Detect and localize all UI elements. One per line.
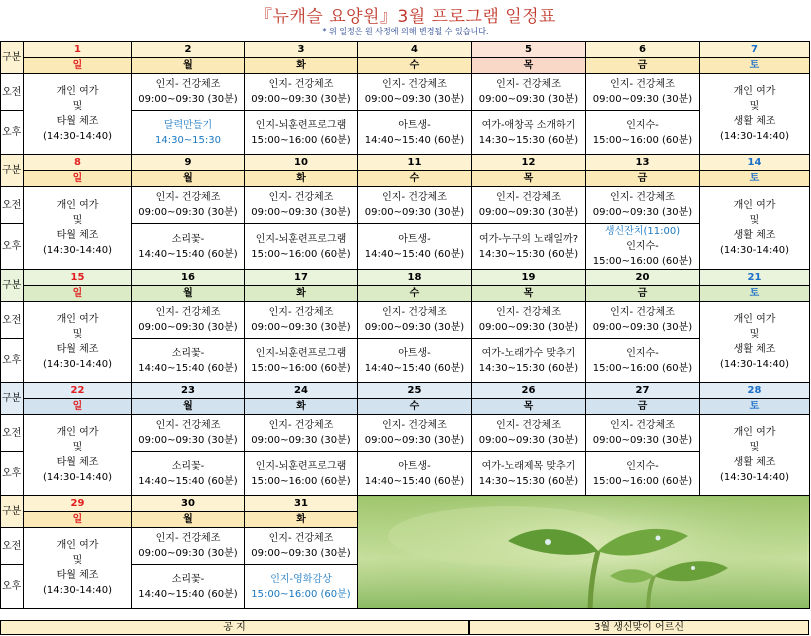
pm-program-time: 14:40~15:40 (60분) [138,362,238,374]
date-number: 8 [74,157,81,168]
weekday-name: 일 [72,401,83,412]
am-program-name: 인지- 건강체조 [496,79,561,90]
am-program-time: 09:00~09:30 (30분) [364,207,465,218]
am-program-name: 인지- 건강체조 [268,192,334,203]
pm-label: 오후 [1,224,24,270]
weekday-name: 금 [637,288,648,299]
date-number: 17 [294,272,308,283]
am-program-name: 인지- 건강체조 [610,307,675,318]
sunday-program-text: 및 [72,101,83,112]
sunday-program-text: 개인 여가 [56,200,99,211]
weekday-name: 수 [409,173,420,184]
am-label: 오전 [1,528,24,565]
saturday-program-text: 및 [749,442,760,453]
weekday-name: 화 [296,173,306,184]
pm-program-time: 15:00~16:00 (60분) [251,248,351,260]
am-program-time: 09:00~09:30 (30분) [478,207,579,218]
am-program-time: 09:00~09:30 (30분) [364,322,465,333]
am-program-cell [358,187,472,224]
am-program-time: 09:00~09:30 (30분) [251,322,351,333]
am-program-name: 인지- 건강체조 [496,307,561,318]
date-number: 13 [635,157,650,168]
am-program-time: 09:00~09:30 (30분) [592,322,693,333]
sunday-program [24,528,132,609]
date-number: 4 [411,44,418,55]
saturday-program-text: (14:30-14:40) [719,359,790,370]
am-program-time: 09:00~09:30 (30분) [138,207,238,218]
schedule-note: * 위 일정은 원 사정에 의해 변경될 수 있습니다. [322,27,489,36]
pm-program-name: 인지수- [626,241,659,252]
am-program-cell [245,187,358,224]
date-number: 21 [747,272,762,283]
pm-program-cell [245,339,358,383]
am-program-time: 09:00~09:30 (30분) [592,94,693,105]
saturday-program-text: 생활 체조 [733,344,776,355]
date-number: 6 [639,44,646,55]
am-program-time: 09:00~09:30 (30분) [138,548,238,559]
schedule-table [0,41,810,609]
saturday-program-text: (14:30-14:40) [719,245,790,256]
am-program-name: 인지- 건강체조 [496,192,561,203]
am-program-time: 09:00~09:30 (30분) [138,322,238,333]
am-program-time: 09:00~09:30 (30분) [138,94,238,105]
weekday-name: 토 [749,173,760,184]
pm-program-name: 아트생- [398,347,431,359]
weekday-name: 월 [183,288,193,299]
am-program-name: 인지- 건강체조 [610,79,675,90]
am-program-cell [132,528,245,565]
pm-program-cell [132,452,245,496]
pm-program-time: 15:00~16:00 (60분) [251,362,351,374]
pm-program-name: 인지-뇌훈련프로그램 [255,233,347,245]
pm-label: 오후 [1,339,24,383]
pm-program-time: 14:30~15:30 [154,134,221,146]
pm-program-time: 15:00~16:00 (60분) [592,256,693,267]
am-program-name: 인지- 건강체조 [610,420,675,431]
am-label: 오전 [1,74,24,111]
pm-program-time: 14:30~15:30 (60분) [478,475,579,487]
pm-program-name: 아트생- [398,119,431,131]
pm-label: 오후 [1,111,24,155]
pm-program-cell [245,565,358,609]
pm-program-cell [132,224,245,270]
am-program-cell [132,302,245,339]
am-program-name: 인지- 건강체조 [155,192,221,203]
weekday-name: 목 [523,173,534,184]
date-number: 1 [74,44,81,55]
am-program-cell [586,187,700,224]
sunday-program-text: 타월 체조 [56,457,99,468]
weekday-name: 화 [296,288,306,299]
am-program-cell [472,74,586,111]
saturday-program-text: 및 [749,215,760,226]
am-program-name: 인지- 건강체조 [382,79,447,90]
pm-program-cell [472,452,586,496]
date-number: 27 [635,385,650,396]
am-program-cell [586,74,700,111]
am-program-time: 09:00~09:30 (30분) [478,94,579,105]
am-program-cell [472,302,586,339]
pm-program-cell [586,111,700,155]
sunday-program-text: (14:30-14:40) [42,245,113,256]
pm-program-time: 14:40~15:40 (60분) [138,588,238,600]
saturday-program [700,302,810,383]
am-program-name: 인지- 건강체조 [155,79,221,90]
am-program-cell [472,415,586,452]
pm-program-cell [132,565,245,609]
am-program-cell [245,415,358,452]
birthday-event: 생신잔치(11:00) [604,226,681,237]
pm-program-time: 14:40~15:40 (60분) [364,475,465,487]
am-program-cell [245,74,358,111]
notice-footer: 공 지 [0,620,469,635]
date-number: 19 [521,272,536,283]
pm-program-name: 인지수- [626,347,659,359]
date-number: 26 [521,385,536,396]
pm-program-time: 14:40~15:40 (60분) [364,362,465,374]
pm-program-cell [358,452,472,496]
saturday-program-text: 및 [749,101,760,112]
pm-program-cell [472,224,586,270]
weekday-name: 화 [296,514,306,525]
pm-program-name: 소리꽃- [171,233,205,245]
am-program-time: 09:00~09:30 (30분) [251,548,351,559]
sunday-program-text: 타월 체조 [56,230,99,241]
sunday-program-text: 개인 여가 [56,86,99,97]
sunday-program-text: 타월 체조 [56,116,99,127]
weekday-name: 화 [296,60,306,71]
sunday-program [24,302,132,383]
am-program-cell [358,415,472,452]
weekday-name: 목 [523,288,534,299]
pm-program-time: 15:00~16:00 (60분) [592,134,693,146]
pm-program-time: 14:40~15:40 (60분) [138,248,238,260]
sunday-program-text: (14:30-14:40) [42,472,113,483]
weekday-name: 일 [72,173,83,184]
pm-program-time: 15:00~16:00 (60분) [592,475,693,487]
am-program-time: 09:00~09:30 (30분) [592,207,693,218]
birthday-footer: 3월 생신맞이 어르신 [469,620,809,635]
weekday-name: 월 [183,173,193,184]
date-number: 3 [297,44,305,55]
pm-program-cell [472,111,586,155]
sunday-program-text: (14:30-14:40) [42,131,113,142]
sunday-program-text: 개인 여가 [56,540,99,551]
sunday-program-text: 개인 여가 [56,427,99,438]
pm-program-cell [472,339,586,383]
am-program-name: 인지- 건강체조 [496,420,561,431]
pm-label: 오후 [1,565,24,609]
date-number: 12 [521,157,536,168]
saturday-program-text: 개인 여가 [733,86,776,97]
gubun-label: 구분 [1,383,24,415]
weekday-name: 일 [72,60,83,71]
pm-program-time: 14:40~15:40 (60분) [364,248,465,260]
am-label: 오전 [1,187,24,224]
pm-program-cell [245,452,358,496]
date-number: 9 [184,157,192,168]
am-program-name: 인지- 건강체조 [155,420,221,431]
weekday-name: 토 [749,288,760,299]
am-label: 오전 [1,415,24,452]
weekday-name: 수 [409,288,420,299]
gubun-label: 구분 [1,42,24,74]
weekday-name: 금 [637,401,648,412]
gubun-label: 구분 [1,155,24,187]
pm-program-time: 15:00~16:00 (60분) [592,362,693,374]
date-number: 5 [525,44,532,55]
date-number: 18 [407,272,422,283]
am-program-time: 09:00~09:30 (30분) [364,94,465,105]
am-program-time: 09:00~09:30 (30분) [364,435,465,446]
date-number: 31 [294,498,308,509]
saturday-program-text: 개인 여가 [733,200,776,211]
gubun-label: 구분 [1,496,24,528]
gubun-label: 구분 [1,270,24,302]
date-number: 20 [635,272,650,283]
weekday-name: 일 [72,288,83,299]
pm-program-name: 인지수- [626,119,659,131]
pm-program-name: 아트생- [398,233,431,245]
pm-program-name: 인지수- [626,460,659,472]
am-program-time: 09:00~09:30 (30분) [251,94,351,105]
weekday-name: 금 [637,173,648,184]
weekday-name: 화 [296,401,306,412]
am-program-time: 09:00~09:30 (30분) [592,435,693,446]
am-program-name: 인지- 건강체조 [268,307,334,318]
pm-program-name: 인지-뇌훈련프로그램 [255,347,347,359]
saturday-program-text: 개인 여가 [733,427,776,438]
pm-program-name: 인지-뇌훈련프로그램 [255,119,347,131]
am-program-cell [245,302,358,339]
weekday-name: 수 [409,60,420,71]
date-number: 14 [747,157,762,168]
am-program-cell [586,302,700,339]
pm-program-time: 14:40~15:40 (60분) [364,134,465,146]
sunday-program-text: 타월 체조 [56,570,99,581]
pm-label: 오후 [1,452,24,496]
date-number: 15 [70,272,85,283]
pm-program-name: 여가-애창곡 소개하기 [481,119,576,131]
saturday-program-text: 개인 여가 [733,314,776,325]
pm-program-cell [245,111,358,155]
sunday-program-text: (14:30-14:40) [42,359,113,370]
am-program-time: 09:00~09:30 (30분) [478,322,579,333]
date-number: 24 [294,385,308,396]
saturday-program-text: (14:30-14:40) [719,472,790,483]
pm-program-cell [245,224,358,270]
am-program-name: 인지- 건강체조 [268,420,334,431]
am-label: 오전 [1,302,24,339]
date-number: 23 [181,385,195,396]
am-program-name: 인지- 건강체조 [155,533,221,544]
saturday-program-text: 생활 체조 [733,230,776,241]
date-number: 10 [294,157,308,168]
am-program-cell [245,528,358,565]
am-program-time: 09:00~09:30 (30분) [478,435,579,446]
sunday-program-text: 및 [72,329,83,340]
weekday-name: 목 [523,60,534,71]
pm-program-cell [358,224,472,270]
pm-program-cell [358,111,472,155]
date-number: 28 [747,385,762,396]
sunday-program-text: 타월 체조 [56,344,99,355]
date-number: 25 [407,385,422,396]
pm-program-name: 인지-영화감상 [270,573,332,585]
pm-program-name: 여가-노래제목 맞추기 [481,460,576,472]
date-number: 29 [70,498,85,509]
weekday-name: 금 [637,60,648,71]
weekday-name: 월 [183,514,193,525]
saturday-program [700,74,810,155]
saturday-program-text: 생활 체조 [733,116,776,127]
sunday-program [24,415,132,496]
sunday-program-text: (14:30-14:40) [42,585,113,596]
saturday-program-text: 생활 체조 [733,457,776,468]
date-number: 30 [181,498,195,509]
am-program-cell [132,74,245,111]
pm-program-name: 인지-뇌훈련프로그램 [255,460,347,472]
am-program-cell [586,415,700,452]
sunday-program [24,187,132,270]
pm-program-time: 15:00~16:00 (60분) [251,588,351,600]
sunday-program-text: 및 [72,215,83,226]
saturday-program [700,415,810,496]
weekday-name: 일 [72,514,83,525]
pm-program-cell [132,111,245,155]
weekday-name: 월 [183,60,193,71]
weekday-name: 목 [523,401,534,412]
pm-program-time: 14:30~15:30 (60분) [478,362,579,374]
am-program-cell [358,302,472,339]
pm-program-cell [358,339,472,383]
pm-program-cell [586,339,700,383]
am-program-time: 09:00~09:30 (30분) [251,207,351,218]
am-program-name: 인지- 건강체조 [268,533,334,544]
pm-program-time: 14:40~15:40 (60분) [138,475,238,487]
page-title: 『뉴캐슬 요양원』3월 프로그램 일정표 [255,7,556,27]
date-number: 16 [181,272,195,283]
am-program-name: 인지- 건강체조 [155,307,221,318]
am-program-name: 인지- 건강체조 [382,307,447,318]
am-program-cell [472,187,586,224]
weekday-name: 월 [183,401,193,412]
am-program-name: 인지- 건강체조 [382,420,447,431]
weekday-name: 수 [409,401,420,412]
pm-program-cell [132,339,245,383]
am-program-cell [358,74,472,111]
date-number: 11 [407,157,422,168]
pm-program-time: 14:30~15:30 (60분) [478,134,579,146]
weekday-name: 토 [749,60,760,71]
am-program-name: 인지- 건강체조 [268,79,334,90]
saturday-program [700,187,810,270]
am-program-name: 인지- 건강체조 [610,192,675,203]
pm-program-name: 여가-누구의 노래일까? [478,233,579,245]
sprout-photo [358,496,810,609]
saturday-program-text: (14:30-14:40) [719,131,790,142]
pm-program-cell [586,452,700,496]
am-program-time: 09:00~09:30 (30분) [138,435,238,446]
pm-program-name: 소리꽃- [171,460,205,472]
am-program-time: 09:00~09:30 (30분) [251,435,351,446]
pm-program-cell [586,224,700,270]
pm-program-time: 14:30~15:30 (60분) [478,248,579,260]
sunday-program-text: 및 [72,442,83,453]
am-program-name: 인지- 건강체조 [382,192,447,203]
date-number: 2 [184,44,192,55]
sunday-program-text: 및 [72,555,83,566]
saturday-program-text: 및 [749,329,760,340]
date-number: 7 [751,44,758,55]
pm-program-name: 달력만들기 [163,119,213,131]
pm-program-name: 여가-노래가수 맞추기 [481,347,576,359]
date-number: 22 [70,385,85,396]
am-program-cell [132,415,245,452]
pm-program-time: 15:00~16:00 (60분) [251,475,351,487]
weekday-name: 토 [749,401,760,412]
pm-program-name: 소리꽃- [171,347,205,359]
sprout-illustration [358,496,807,609]
pm-program-time: 15:00~16:00 (60분) [251,134,351,146]
sunday-program-text: 개인 여가 [56,314,99,325]
pm-program-name: 소리꽃- [171,573,205,585]
am-program-cell [132,187,245,224]
sunday-program [24,74,132,155]
pm-program-name: 아트생- [398,460,431,472]
